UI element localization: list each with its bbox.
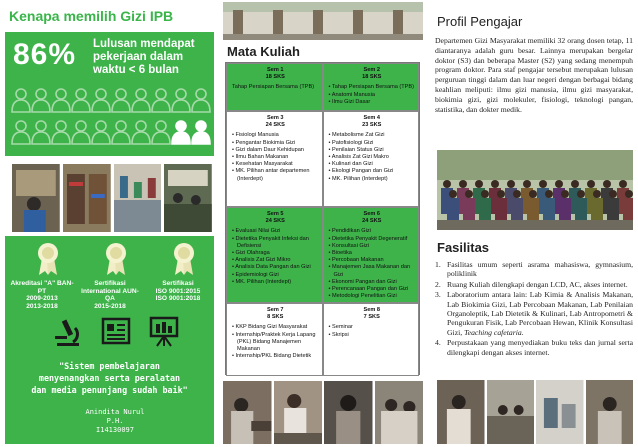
presentation-board-icon: [147, 314, 181, 348]
employment-description: Lulusan mendapat pekerjaan dalam waktu < 6 bulan: [93, 38, 195, 76]
medal-icon: [173, 242, 195, 276]
semester-cell: Sem 7 8 SKS • KKP Bidang Gizi Masyarakat • Internship/Praktek Kerja Lapang (PKL) Bidang Manajemen Makanan • Internship/PKL Bidang Dietetik: [226, 303, 323, 376]
person-icon: [172, 121, 190, 144]
cooking-photo: [274, 381, 323, 444]
person-icon: [152, 89, 170, 112]
list-item: 3. Laboratorium antara lain: Lab Kimia & Analisis Makanan, Lab Biokimia Gizi, Lab Percobaan Makanan, Lab Penilaian Organoleptik, Lab Dietetik & Kulinari, Lab Antropometri & Pengukuran Fisik, Lab Percobaan Hewan, Klinik Konsultasi Gizi, Teaching cafetaria.: [435, 290, 633, 337]
classroom-photo: [164, 164, 212, 232]
person-icon: [132, 121, 150, 144]
activity-photos: [223, 381, 423, 444]
student-photo: [12, 164, 60, 232]
semester-cell: Sem 1 18 SKS Tahap Persiapan Bersama (TPB): [226, 63, 323, 111]
person-icon: [112, 89, 130, 112]
person-icon: [32, 121, 50, 144]
accreditation-aun-qa: Sertifikasi International AUN-QA 2015-2018: [81, 280, 139, 310]
accreditation-box: [5, 236, 214, 444]
right-panel: [427, 0, 638, 447]
courses-title: Mata Kuliah: [227, 44, 300, 59]
person-icon: [92, 121, 110, 144]
person-icon: [72, 121, 90, 144]
profil-title: Profil Pengajar: [437, 14, 523, 29]
campus-photos: [12, 164, 212, 232]
consultation-photo: [324, 381, 373, 444]
list-item: 1. Fasilitas umum seperti asrama mahasiswa, gymnasium, poliklinik: [435, 260, 633, 279]
semester-cell: Sem 4 23 SKS • Metabolisme Zat Gizi • Patofisiologi Gizi • Penilaian Status Gizi • Analisis Zat Gizi Makro • Kulinari dan Gizi • Ekologi Pangan dan Gizi • MK. Pilihan (Interdept): [323, 111, 420, 207]
classroom-photo: [487, 380, 535, 444]
semester-cell: Sem 5 24 SKS • Evaluasi Nilai Gizi • Dietetika Penyakit Infeksi dan Defisiensi • Gizi Olahraga • Analisis Zat Gizi Mikro • Analisis Data Pangan dan Gizi • Epidemiologi Gizi • MK. Pilihan (Interdept): [226, 207, 323, 303]
middle-panel: [217, 0, 427, 447]
semester-cell: Sem 2 18 SKS • Tahap Persiapan Bersama (TPB) • Anatomi Manusia • Ilmu Gizi Dasar: [323, 63, 420, 111]
profil-text: Departemen Gizi Masyarakat memiliki 32 orang dosen tetap, 11 diantaranya adalah guru besar. Lainnya merupakan bergelar doktor (S3) dan beberapa Master (S2) yang sedang menempuh program doktor. Para staf pengajar tersebut merupakan lulusan perguruan tinggi dalam dan luar negeri dengan berbagai bidang keahlian meliputi: ilmu gizi manusia, ilmu gizi masyarakat, biokimia gizi, gizi molekuler, fisiologi, teknologi pangan, statistika, dan dokter medik.: [435, 36, 633, 114]
practice-photo: [586, 380, 634, 444]
person-icon: [192, 121, 210, 144]
lecturers-group-photo: [437, 150, 633, 230]
medal-icon: [105, 242, 127, 276]
lab-activity-photo: [223, 381, 272, 444]
testimonial-quote: "Sistem pembelajaran menyenangkan serta peralatan dan media penunjang sudah baik": [31, 361, 188, 395]
person-icon: [152, 121, 170, 144]
person-icon: [32, 89, 50, 112]
person-icon: [12, 121, 30, 144]
person-icon: [192, 89, 210, 112]
semester-grid: [225, 62, 420, 375]
fasilitas-title: Fasilitas: [437, 240, 490, 255]
campus-building-photo: [223, 2, 423, 40]
microscope-icon: [51, 314, 85, 348]
accreditation-iso: Sertifikasi ISO 9001:2015 ISO 9001:2018: [155, 280, 201, 303]
employment-percent: 86%: [13, 38, 77, 71]
fasilitas-list: [435, 260, 633, 358]
semester-cell: Sem 8 7 SKS • Seminar • Skripsi: [323, 303, 420, 376]
left-panel: [0, 0, 217, 447]
semester-cell: Sem 6 24 SKS • Pendidikan Gizi • Dietetika Penyakit Degeneratif • Konsultasi Gizi • Bioetika • Percobaan Makanan • Manajemen Jasa Makanan dan Gizi • Ekonomi Pangan dan Gizi • Perencanaan Pangan dan Gizi • Metodologi Penelitian Gizi: [323, 207, 420, 303]
lab-photo: [114, 164, 162, 232]
person-icon: [12, 89, 30, 112]
employment-stat-box: [5, 32, 214, 156]
person-icon: [72, 89, 90, 112]
testimonial-author: Anindita Nurul P.H. I14130097: [85, 408, 145, 434]
lab-photo: [437, 380, 485, 444]
person-icon: [172, 89, 190, 112]
accreditation-ban-pt: Akreditasi "A" BAN-PT 2009-2013 2013-2018: [10, 280, 74, 310]
why-title: Kenapa memilih Gizi IPB: [9, 8, 174, 24]
person-icon: [132, 89, 150, 112]
library-photo: [63, 164, 111, 232]
students-photo: [375, 381, 424, 444]
list-item: 2. Ruang Kuliah dilengkapi dengan LCD, AC, akses internet.: [435, 279, 628, 289]
medal-icon: [37, 242, 59, 276]
person-icon: [52, 121, 70, 144]
equipment-photo: [536, 380, 584, 444]
semester-cell: Sem 3 24 SKS • Fisiologi Manusia • Pengantar Biokimia Gizi • Gizi dalam Daur Kehidupan • Ilmu Bahan Makanan • Kesehatan Masyarakat • MK. Pilihan antar departemen (Interdept): [226, 111, 323, 207]
list-item: 4. Perpustakaan yang menyediakan buku teks dan jurnal serta dilengkapi dengan akses internet.: [435, 338, 633, 357]
people-icons: [11, 84, 211, 150]
person-icon: [52, 89, 70, 112]
facility-photos: [437, 380, 633, 444]
person-icon: [112, 121, 130, 144]
person-icon: [92, 89, 110, 112]
document-icon: [99, 314, 133, 348]
